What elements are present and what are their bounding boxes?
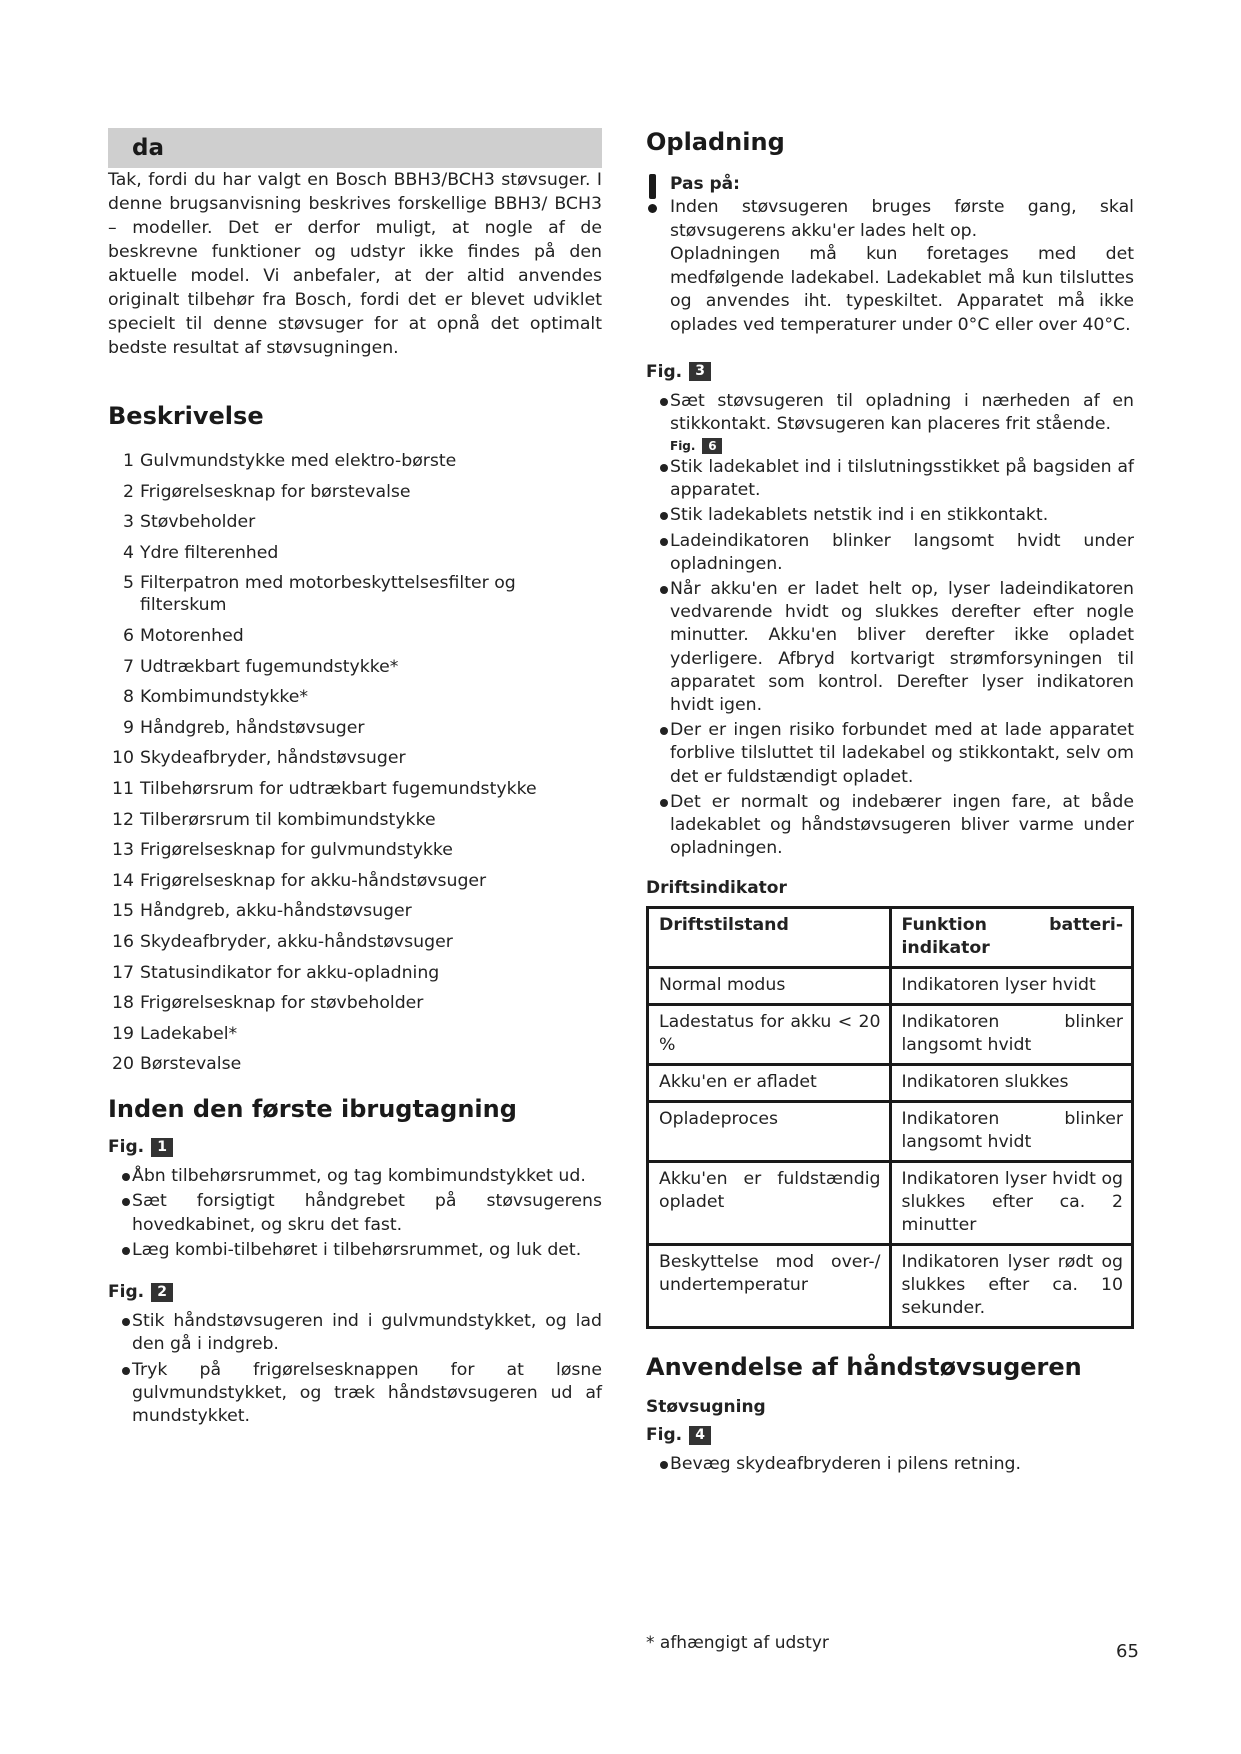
indicator-table	[646, 906, 1134, 1329]
fig-3-label	[646, 362, 1134, 382]
item-number: 8	[123, 687, 134, 708]
list-item	[108, 962, 602, 984]
list-item	[108, 1053, 602, 1075]
list-item	[108, 686, 602, 708]
list-item	[646, 456, 1134, 502]
step-text: Bevæg skydeafbryderen i pilens retning.	[670, 1454, 1021, 1475]
table-cell: Akku'en er afladet	[648, 1065, 891, 1102]
step-text: Stik håndstøvsugeren ind i gulvmundstykket, og lad den gå i indgreb.	[132, 1311, 602, 1355]
fig-word: Fig.	[646, 1425, 683, 1446]
item-text: Tilberørsrum til kombimundstykke	[140, 809, 436, 830]
opladning-steps-2	[646, 456, 1134, 860]
footnote: * afhængigt af udstyr	[646, 1633, 829, 1653]
step-text: Det er normalt og indebærer ingen fare, at både ladekablet og håndstøvsugeren bliver varme under opladningen.	[670, 791, 1134, 859]
intro-paragraph: Tak, fordi du har valgt en Bosch BBH3/BCH3 støvsuger. I denne brugsanvisning beskrives forskellige BBH3/ BCH3 – modeller. Det er derfor muligt, at nogle af de beskrevne funktioner og udstyr ikke findes på den aktuelle model. Vi anbefaler, at der altid anvendes originalt tilbehør fra Bosch, fordi det er blevet udviklet specielt til denne støvsuger for at opnå det optimalt bedste resultat af støvsugningen.	[108, 170, 602, 358]
item-number: 9	[123, 717, 134, 738]
fig-1-steps	[108, 1165, 602, 1262]
table-row	[648, 1005, 1133, 1065]
list-item	[646, 719, 1134, 789]
list-item	[108, 1359, 602, 1429]
bullet-icon	[122, 1367, 130, 1375]
bullet-icon	[660, 512, 668, 520]
bullet-icon	[660, 398, 668, 406]
table-cell: Indikatoren lyser rødt og slukkes efter ca. 10 sekunder.	[890, 1245, 1133, 1328]
parts-list	[108, 450, 602, 1075]
table-row	[648, 1162, 1133, 1245]
opladning-heading: Opladning	[646, 128, 785, 156]
item-text: Frigørelsesknap for støvbeholder	[140, 993, 424, 1014]
exclamation-icon	[646, 174, 660, 218]
bullet-icon	[122, 1198, 130, 1206]
fig-word: Fig.	[646, 361, 683, 382]
list-item	[108, 481, 602, 503]
item-text: Skydeafbryder, akku-håndstøvsuger	[140, 931, 453, 952]
warning-title: Pas på:	[670, 174, 740, 194]
warning-text: Inden støvsugeren bruges første gang, skal støvsugerens akku'er lades helt op.	[670, 197, 1134, 241]
fig-word: Fig.	[670, 438, 696, 453]
step-text: Åbn tilbehørsrummet, og tag kombimundstykket ud.	[132, 1166, 586, 1187]
list-item	[108, 778, 602, 800]
table-header-row	[648, 908, 1133, 968]
item-number: 10	[112, 748, 134, 769]
opladning-steps	[646, 390, 1134, 436]
item-text: Statusindikator for akku-opladning	[140, 962, 440, 983]
item-number: 17	[112, 962, 134, 983]
stovsugning-heading: Støvsugning	[646, 1397, 766, 1418]
fig-4-label	[646, 1425, 1134, 1445]
step-text: Der er ingen risiko forbundet med at lade apparatet forblive tilsluttet til ladekabel og stikkontakt, selv om det er fuldstændigt opladet.	[670, 720, 1134, 787]
item-number: 16	[112, 931, 134, 952]
table-cell: Normal modus	[648, 968, 891, 1005]
bullet-icon	[660, 1461, 668, 1469]
item-number: 11	[112, 778, 134, 799]
item-text: Frigørelsesknap for børstevalse	[140, 481, 411, 502]
fig-word: Fig.	[108, 1282, 145, 1303]
fig-number-badge: 2	[151, 1283, 173, 1302]
step-text: Når akku'en er ladet helt op, lyser ladeindikatoren vedvarende hvidt og slukkes derefter efter nogle minutter. Akku'en bliver derefter ikke opladet yderligere. Afbryd kortvarigt strømforsyningen til apparatet som kontrol. Derefter lyser indikatoren hvidt igen.	[670, 578, 1134, 715]
fig-number-badge: 3	[689, 362, 711, 381]
item-number: 7	[123, 656, 134, 677]
table-cell: Indikatoren blinker langsomt hvidt	[890, 1102, 1133, 1162]
item-text: Frigørelsesknap for gulvmundstykke	[140, 840, 453, 861]
item-number: 4	[123, 542, 134, 563]
item-number: 19	[112, 1023, 134, 1044]
fig-number-badge: 1	[151, 1138, 173, 1157]
fig-2-steps	[108, 1310, 602, 1428]
list-item	[108, 900, 602, 922]
item-number: 6	[123, 625, 134, 646]
list-item	[108, 656, 602, 678]
list-item	[646, 791, 1134, 861]
item-text: Håndgreb, håndstøvsuger	[140, 717, 365, 738]
bullet-icon	[660, 727, 668, 735]
list-item	[108, 1023, 602, 1045]
list-item	[108, 1165, 602, 1188]
table-header-cell: Funktion batteri-indikator	[890, 908, 1133, 968]
list-item	[108, 809, 602, 831]
item-text: Gulvmundstykke med elektro-børste	[140, 451, 457, 471]
item-number: 15	[112, 901, 134, 922]
fig-number-badge: 6	[702, 438, 722, 454]
right-column	[646, 128, 1134, 1479]
item-text: Filterpatron med motorbeskyttelsesfilter og filterskum	[140, 573, 516, 616]
item-text: Støvbeholder	[140, 512, 256, 533]
bullet-icon	[122, 1247, 130, 1255]
table-cell: Indikatoren slukkes	[890, 1065, 1133, 1102]
table-cell: Opladeproces	[648, 1102, 891, 1162]
warning-text: Opladningen må kun foretages med det medfølgende ladekabel. Ladekablet må kun tilsluttes og anvendes iht. typeskiltet. Apparatet må ikke oplades ved temperaturer under 0°C eller over 40°C.	[670, 244, 1134, 335]
list-item	[108, 450, 602, 472]
table-cell: Indikatoren lyser hvidt og slukkes efter ca. 2 minutter	[890, 1162, 1133, 1245]
list-item	[646, 530, 1134, 576]
item-number: 14	[112, 870, 134, 891]
list-item	[108, 511, 602, 533]
item-number: 1	[123, 451, 134, 471]
list-item	[108, 870, 602, 892]
bullet-icon	[660, 538, 668, 546]
table-header-cell: Driftstilstand	[648, 908, 891, 968]
list-item	[108, 625, 602, 647]
step-text: Stik ladekablets netstik ind i en stikkontakt.	[670, 505, 1049, 526]
step-text: Stik ladekablet ind i tilslutningsstikket på bagsiden af apparatet.	[670, 456, 1134, 501]
item-number: 13	[112, 840, 134, 861]
list-item	[646, 390, 1134, 436]
list-item	[108, 747, 602, 769]
table-cell: Indikatoren blinker langsomt hvidt	[890, 1005, 1133, 1065]
item-text: Ydre filterenhed	[140, 542, 279, 563]
fig-2-label	[108, 1282, 602, 1302]
list-item	[108, 572, 602, 616]
list-item	[646, 504, 1134, 527]
driftsindikator-heading: Driftsindikator	[646, 878, 787, 899]
item-number: 12	[112, 809, 134, 830]
beskrivelse-heading: Beskrivelse	[108, 402, 264, 430]
list-item	[108, 1310, 602, 1356]
left-column	[108, 128, 602, 1430]
table-cell: Beskyttelse mod over-/ undertemperatur	[648, 1245, 891, 1328]
step-text: Læg kombi-tilbehøret i tilbehørsrummet, og luk det.	[132, 1239, 582, 1260]
list-item	[108, 542, 602, 564]
list-item	[646, 578, 1134, 717]
step-text: Tryk på frigørelsesknappen for at løsne gulvmundstykket, og træk håndstøvsugeren ud af mundstykket.	[132, 1359, 602, 1426]
item-text: Udtrækbart fugemundstykke*	[140, 656, 399, 677]
list-item	[108, 1190, 602, 1236]
warning-box	[646, 172, 1134, 338]
item-number: 3	[123, 512, 134, 533]
table-row	[648, 1245, 1133, 1328]
item-text: Kombimundstykke*	[140, 687, 309, 708]
list-item	[646, 1453, 1134, 1476]
bullet-icon	[660, 799, 668, 807]
inden-heading: Inden den første ibrugtagning	[108, 1095, 517, 1124]
table-cell: Ladestatus for akku < 20 %	[648, 1005, 891, 1065]
page-number: 65	[1116, 1641, 1139, 1662]
anvendelse-heading: Anvendelse af håndstøvsugeren	[646, 1353, 1082, 1382]
table-cell: Indikatoren lyser hvidt	[890, 968, 1133, 1005]
fig-1-label	[108, 1137, 602, 1157]
bullet-icon	[660, 464, 668, 472]
anvendelse-steps	[646, 1453, 1134, 1476]
item-text: Håndgreb, akku-håndstøvsuger	[140, 901, 412, 922]
fig-6-label	[670, 438, 1134, 454]
table-cell: Akku'en er fuldstændig opladet	[648, 1162, 891, 1245]
bullet-icon	[660, 586, 668, 594]
item-number: 20	[112, 1054, 134, 1075]
item-number: 18	[112, 993, 134, 1014]
list-item	[108, 1239, 602, 1262]
table-row	[648, 1102, 1133, 1162]
list-item	[108, 992, 602, 1014]
item-text: Skydeafbryder, håndstøvsuger	[140, 748, 406, 769]
fig-number-badge: 4	[689, 1426, 711, 1445]
bullet-icon	[122, 1318, 130, 1326]
item-text: Motorenhed	[140, 625, 244, 646]
item-number: 5	[123, 573, 134, 594]
item-number: 2	[123, 481, 134, 502]
table-row	[648, 968, 1133, 1005]
table-row	[648, 1065, 1133, 1102]
item-text: Børstevalse	[140, 1054, 242, 1075]
item-text: Tilbehørsrum for udtrækbart fugemundstykke	[140, 778, 537, 799]
list-item	[108, 839, 602, 861]
step-text: Ladeindikatoren blinker langsomt hvidt under opladningen.	[670, 530, 1134, 574]
bullet-icon	[122, 1173, 130, 1181]
fig-word: Fig.	[108, 1137, 145, 1158]
item-text: Frigørelsesknap for akku-håndstøvsuger	[140, 870, 487, 891]
list-item	[108, 717, 602, 739]
step-text: Sæt forsigtigt håndgrebet på støvsugerens hovedkabinet, og skru det fast.	[132, 1191, 602, 1235]
step-text: Sæt støvsugeren til opladning i nærheden af en stikkontakt. Støvsugeren kan placeres frit stående.	[670, 390, 1134, 434]
list-item	[108, 931, 602, 953]
item-text: Ladekabel*	[140, 1023, 238, 1044]
language-header: da	[108, 128, 602, 168]
